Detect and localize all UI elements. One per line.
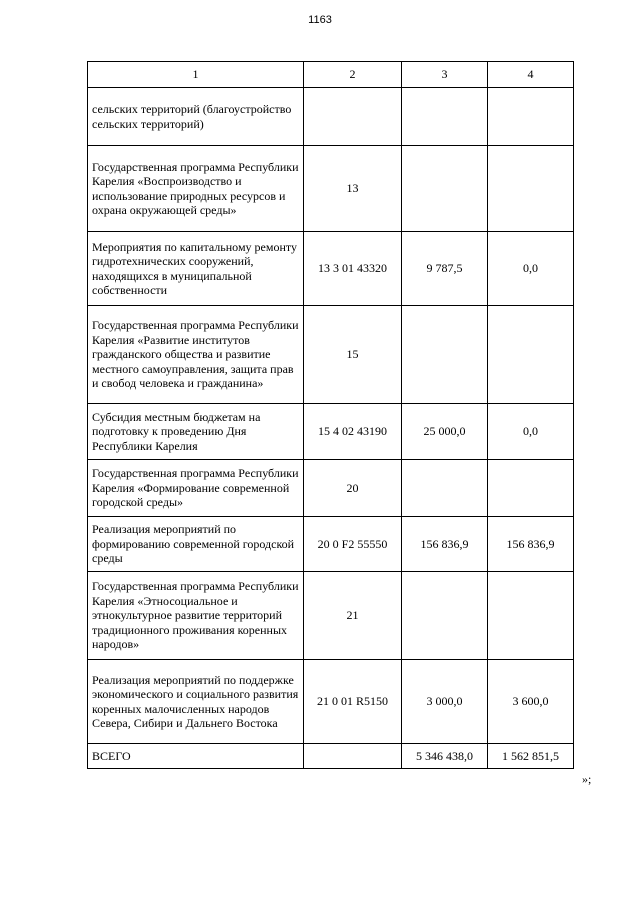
row-name: Субсидия местным бюджетам на подготовку к проведению Дня Республики Карелия bbox=[88, 404, 304, 460]
row-value-1 bbox=[402, 460, 488, 517]
row-value-2: 0,0 bbox=[488, 232, 574, 306]
row-name: Реализация мероприятий по формированию современной городской среды bbox=[88, 517, 304, 572]
row-name: Государственная программа Республики Карелия «Формирование современной городской среды» bbox=[88, 460, 304, 517]
row-name: Государственная программа Республики Карелия «Этносоциальное и этнокультурное развитие территорий традиционного проживания коренных народов» bbox=[88, 572, 304, 660]
table-row bbox=[88, 306, 574, 404]
column-header-2: 2 bbox=[304, 62, 402, 88]
column-header-3: 3 bbox=[402, 62, 488, 88]
row-value-2 bbox=[488, 306, 574, 404]
row-name: Государственная программа Республики Карелия «Развитие институтов гражданского общества и развитие местного самоуправления, защита прав и свобод человека и гражданина» bbox=[88, 306, 304, 404]
row-value-1 bbox=[402, 146, 488, 232]
row-value-2 bbox=[488, 88, 574, 146]
table-row bbox=[88, 517, 574, 572]
row-name: Реализация мероприятий по поддержке экономического и социального развития коренных малочисленных народов Севера, Сибири и Дальнего Востока bbox=[88, 660, 304, 744]
row-code: 20 0 F2 55550 bbox=[304, 517, 402, 572]
row-value-2 bbox=[488, 572, 574, 660]
row-name: сельских территорий (благоустройство сельских территорий) bbox=[88, 88, 304, 146]
row-value-1: 9 787,5 bbox=[402, 232, 488, 306]
row-value-2 bbox=[488, 146, 574, 232]
row-code bbox=[304, 88, 402, 146]
table-row bbox=[88, 88, 574, 146]
row-name: Мероприятия по капитальному ремонту гидротехнических сооружений, находящихся в муниципальной собственности bbox=[88, 232, 304, 306]
table-row bbox=[88, 660, 574, 744]
budget-table bbox=[87, 61, 574, 769]
row-code: 15 bbox=[304, 306, 402, 404]
row-code: 21 0 01 R5150 bbox=[304, 660, 402, 744]
row-value-2 bbox=[488, 460, 574, 517]
row-code: 20 bbox=[304, 460, 402, 517]
row-code bbox=[304, 744, 402, 769]
row-code: 15 4 02 43190 bbox=[304, 404, 402, 460]
table-header-row bbox=[88, 62, 574, 88]
table-row bbox=[88, 146, 574, 232]
page-number: 1163 bbox=[308, 14, 332, 26]
row-value-1 bbox=[402, 88, 488, 146]
table-row bbox=[88, 572, 574, 660]
row-value-2: 0,0 bbox=[488, 404, 574, 460]
row-value-1: 156 836,9 bbox=[402, 517, 488, 572]
row-value-2: 156 836,9 bbox=[488, 517, 574, 572]
table-total-row bbox=[88, 744, 574, 769]
total-value-1: 5 346 438,0 bbox=[402, 744, 488, 769]
closing-quote-mark: »; bbox=[582, 772, 592, 786]
row-value-2: 3 600,0 bbox=[488, 660, 574, 744]
row-code: 13 bbox=[304, 146, 402, 232]
table-row bbox=[88, 404, 574, 460]
table-row bbox=[88, 460, 574, 517]
column-header-4: 4 bbox=[488, 62, 574, 88]
row-value-1 bbox=[402, 306, 488, 404]
total-value-2: 1 562 851,5 bbox=[488, 744, 574, 769]
row-value-1: 3 000,0 bbox=[402, 660, 488, 744]
total-label: ВСЕГО bbox=[88, 744, 304, 769]
row-code: 21 bbox=[304, 572, 402, 660]
row-value-1: 25 000,0 bbox=[402, 404, 488, 460]
column-header-1: 1 bbox=[88, 62, 304, 88]
table-row bbox=[88, 232, 574, 306]
row-value-1 bbox=[402, 572, 488, 660]
row-name: Государственная программа Республики Карелия «Воспроизводство и использование природных ресурсов и охрана окружающей среды» bbox=[88, 146, 304, 232]
row-code: 13 3 01 43320 bbox=[304, 232, 402, 306]
